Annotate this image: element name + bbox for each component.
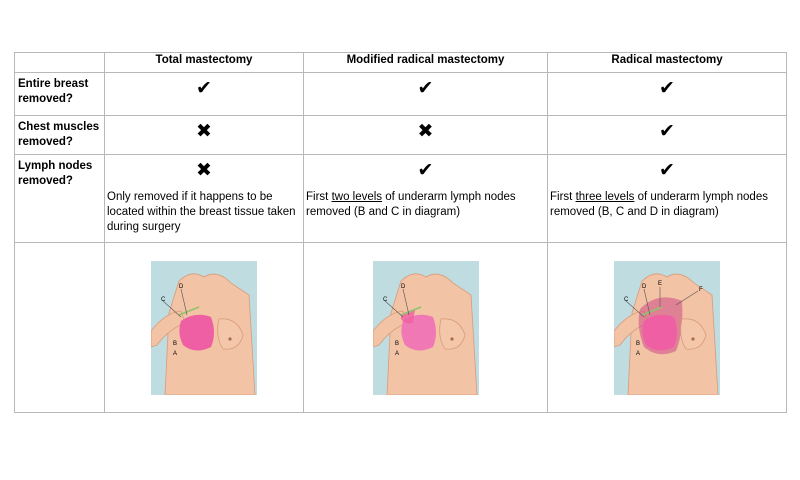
row-label-entire-breast: Entire breast removed? [15, 73, 105, 116]
diagram-label: A [173, 351, 178, 357]
cell [105, 73, 304, 116]
diagram-label: B [636, 341, 641, 347]
note-text: First [306, 191, 332, 203]
check-icon: ✔ [659, 160, 675, 181]
note-text: First [550, 191, 576, 203]
diagram-label: D [400, 284, 405, 290]
cell [304, 243, 548, 413]
total-mastectomy-diagram [151, 261, 257, 395]
row-lymph-nodes [15, 155, 787, 243]
diagram-label: F [699, 287, 703, 293]
cell [304, 155, 548, 243]
diagram-label: B [173, 341, 178, 347]
note-text: of underarm lymph nodes removed (B and C in diagram) [306, 191, 516, 218]
diagram-label: A [636, 351, 641, 357]
check-icon: ✔ [659, 121, 675, 142]
lymph-note-total [105, 182, 303, 235]
header-modified-radical-mastectomy: Modified radical mastectomy [304, 53, 548, 73]
breast-tissue-highlight [179, 315, 214, 351]
check-icon: ✔ [659, 78, 675, 99]
cell [105, 155, 304, 243]
nipple [450, 337, 453, 340]
cell [304, 116, 548, 155]
nipple [228, 337, 231, 340]
diagram-label: C [624, 297, 629, 303]
cross-icon: ✖ [196, 160, 212, 181]
diagram-label: C [161, 297, 166, 303]
cross-icon: ✖ [196, 121, 212, 142]
lymph-note-modified [304, 182, 547, 220]
diagram-label: C [382, 297, 387, 303]
breast-tissue-highlight [642, 315, 677, 351]
note-text: of underarm lymph nodes removed (B, C and D in diagram) [550, 191, 768, 218]
check-icon: ✔ [417, 78, 434, 99]
row-label-chest-muscles: Chest muscles removed? [15, 116, 105, 155]
row-label-lymph-nodes: Lymph nodes removed? [15, 155, 105, 243]
cell [15, 243, 105, 413]
lymph-note-radical [548, 182, 786, 220]
check-icon: ✔ [196, 78, 212, 99]
cell [105, 243, 304, 413]
row-chest-muscles [15, 116, 787, 155]
row-entire-breast [15, 73, 787, 116]
cell [548, 116, 787, 155]
header-empty-cell [15, 53, 105, 73]
cross-icon: ✖ [417, 121, 434, 142]
note-emphasis: three levels [575, 191, 635, 203]
diagram-label: D [642, 284, 647, 290]
header-radical-mastectomy: Radical mastectomy [548, 53, 787, 73]
cell [548, 73, 787, 116]
note-text: Only removed if it happens to be located within the breast tissue taken during surgery [107, 191, 296, 233]
note-emphasis: two levels [331, 191, 383, 203]
check-icon: ✔ [417, 160, 434, 181]
diagram-label: B [394, 341, 399, 347]
header-row [15, 53, 787, 73]
mastectomy-comparison-table [14, 52, 787, 413]
cell [105, 116, 304, 155]
cell [548, 155, 787, 243]
diagram-label: D [179, 284, 184, 290]
cell [304, 73, 548, 116]
header-total-mastectomy: Total mastectomy [105, 53, 304, 73]
diagram-label: A [394, 351, 399, 357]
modified-radical-mastectomy-diagram [373, 261, 479, 395]
radical-mastectomy-diagram [614, 261, 720, 395]
cell [548, 243, 787, 413]
nipple [691, 337, 694, 340]
row-diagrams [15, 243, 787, 413]
diagram-label: E [658, 281, 663, 287]
